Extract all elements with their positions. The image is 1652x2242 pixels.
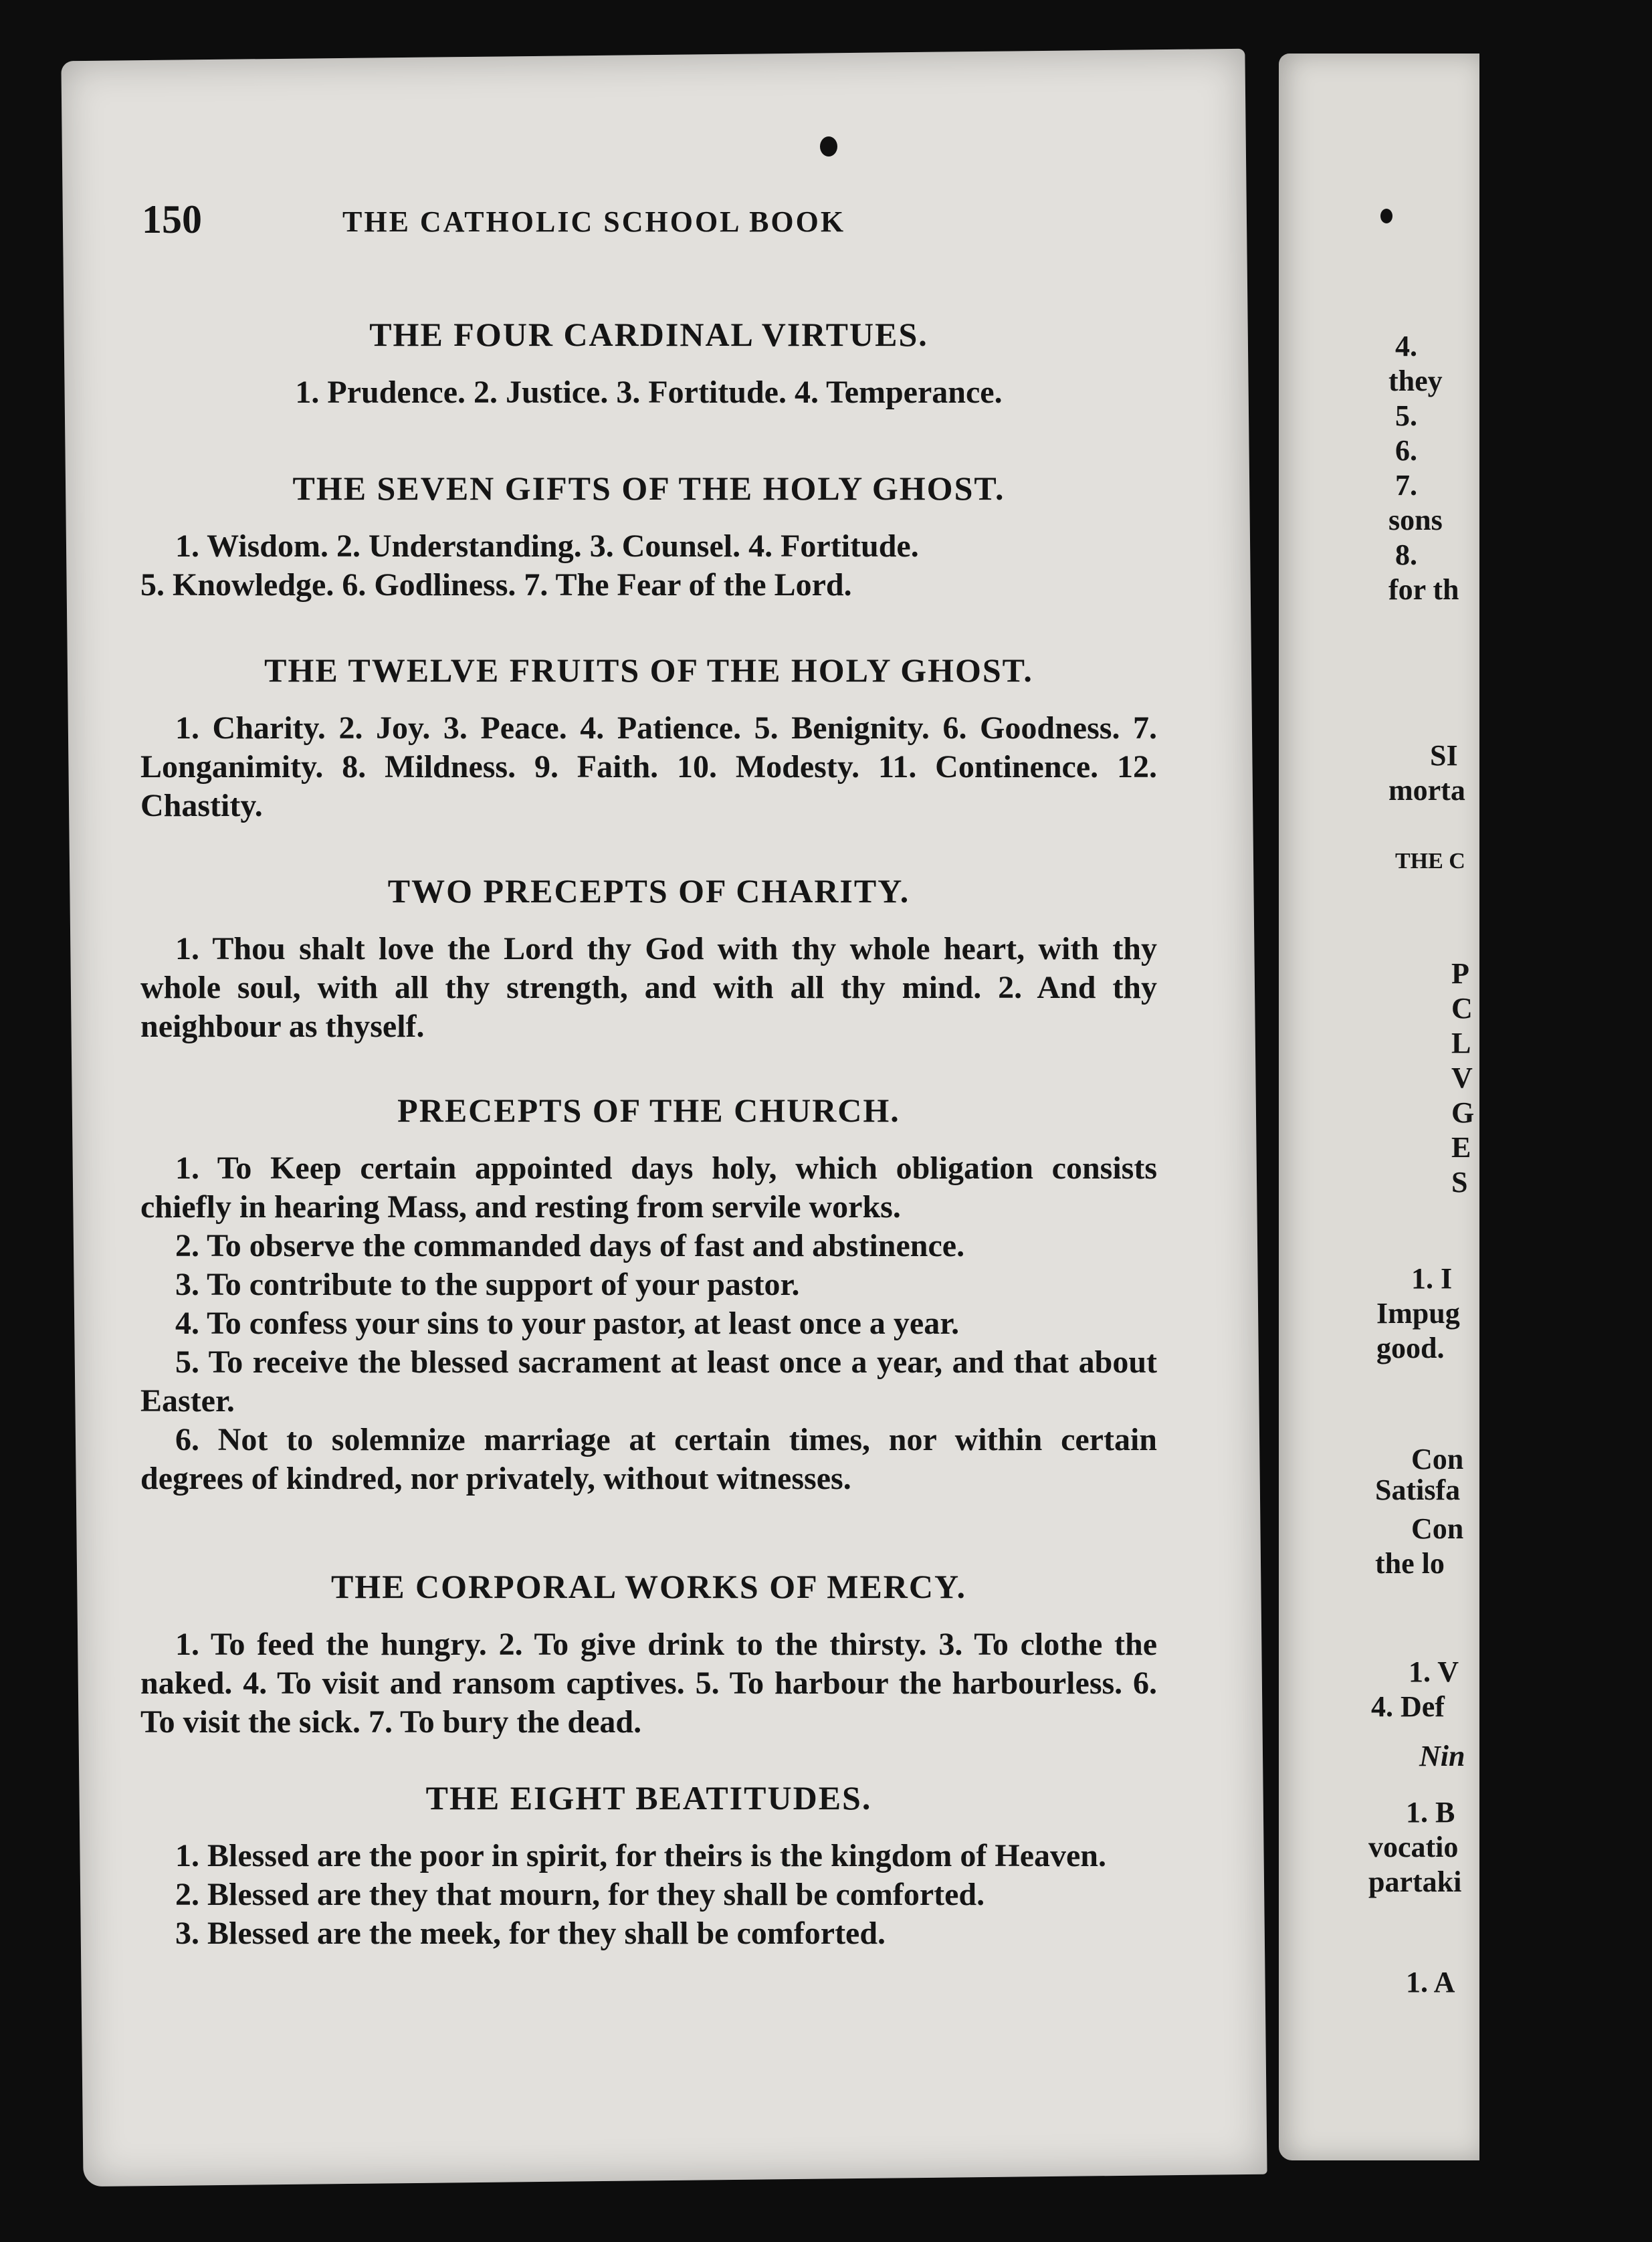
section-heading: THE FOUR CARDINAL VIRTUES.: [369, 316, 928, 353]
text-line: 1. Prudence. 2. Justice. 3. Fortitude. 4. Temperance.: [295, 375, 1003, 410]
section-heading: TWO PRECEPTS OF CHARITY.: [387, 872, 910, 910]
text-line: 3. Blessed are the meek, for they shall be comforted.: [175, 1916, 886, 1951]
fragment: 4.: [1395, 330, 1417, 363]
text-line: 1. To Keep certain appointed days holy, which obligation consists chiefly in hearing Mass, and resting from servile works.: [140, 1150, 1157, 1225]
section-seven-gifts: [140, 468, 1157, 605]
fragment: C: [1451, 992, 1473, 1025]
fragment: Con: [1411, 1443, 1464, 1475]
fragment: the lo: [1375, 1547, 1445, 1580]
fragment: vocatio: [1368, 1831, 1459, 1863]
fragment: Satisfa: [1375, 1473, 1461, 1506]
section-body: [140, 527, 1157, 605]
section-beatitudes: [140, 1778, 1157, 1953]
section-body: [140, 930, 1157, 1046]
text-line: 3. To contribute to the support of your pastor.: [175, 1267, 800, 1302]
fragment: 4. Def: [1371, 1690, 1445, 1723]
fragment: they: [1388, 365, 1443, 397]
fragment: morta: [1388, 774, 1465, 807]
section-body: [140, 1837, 1157, 1953]
fragment: 1. V: [1409, 1655, 1459, 1688]
section-body: [140, 1625, 1157, 1742]
fragment: SI: [1430, 739, 1458, 772]
text-line: 5. Knowledge. 6. Godliness. 7. The Fear of the Lord.: [140, 567, 852, 603]
fragment: Con: [1411, 1512, 1464, 1545]
fragment: THE C: [1395, 849, 1465, 874]
text-line: 5. To receive the blessed sacrament at least once a year, and that about Easter.: [140, 1344, 1157, 1419]
fragment: 5.: [1395, 399, 1417, 432]
fragment: sons: [1388, 504, 1443, 536]
text-line: 4. To confess your sins to your pastor, at least once a year.: [175, 1306, 960, 1341]
section-heading: THE EIGHT BEATITUDES.: [425, 1779, 872, 1817]
text-line: 1. To feed the hungry. 2. To give drink to the thirsty. 3. To clothe the naked. 4. To visit and ransom captives. 5. To harbour the harbourless. 6. To visit the sick. 7. To bury the dead.: [140, 1627, 1157, 1740]
fragment: good.: [1376, 1332, 1445, 1364]
fragment: 7.: [1395, 469, 1417, 502]
section-heading: THE TWELVE FRUITS OF THE HOLY GHOST.: [264, 651, 1033, 689]
running-head: [142, 190, 971, 257]
section-body: [140, 373, 1157, 412]
text-line: 1. Blessed are the poor in spirit, for theirs is the kingdom of Heaven.: [175, 1838, 1106, 1873]
text-line: 2. To observe the commanded days of fast and abstinence.: [175, 1228, 965, 1263]
section-cardinal-virtues: [140, 314, 1157, 412]
ink-speck: [1380, 209, 1392, 223]
fragment: S: [1451, 1166, 1468, 1199]
fragment: for th: [1388, 573, 1459, 606]
section-heading: THE CORPORAL WORKS OF MERCY.: [330, 1568, 967, 1605]
fragment: 6.: [1395, 434, 1417, 467]
section-corporal-works: [140, 1566, 1157, 1742]
fragment: V: [1451, 1061, 1473, 1094]
section-body: [140, 709, 1157, 825]
section-body: [140, 1149, 1157, 1498]
fragment: Nin: [1419, 1740, 1465, 1772]
fragment: partaki: [1368, 1865, 1462, 1898]
fragment: 1. A: [1406, 1966, 1455, 1999]
fragment: G: [1451, 1096, 1475, 1129]
running-title: THE CATHOLIC SCHOOL BOOK: [342, 205, 846, 238]
text-line: 1. Charity. 2. Joy. 3. Peace. 4. Patience. 5. Benignity. 6. Goodness. 7. Longanimity. 8. Mildness. 9. Faith. 10. Modesty. 11. Continence. 12. Chastity.: [140, 710, 1157, 823]
fragment: 8.: [1395, 538, 1417, 571]
ink-speck: [820, 136, 837, 157]
fragment: P: [1451, 957, 1469, 990]
text-line: 1. Thou shalt love the Lord thy God with thy whole heart, with thy whole soul, with all thy strength, and with all thy mind. 2. And thy neighbour as thyself.: [140, 931, 1157, 1044]
fragment: L: [1451, 1027, 1471, 1059]
text-line: 6. Not to solemnize marriage at certain times, nor within certain degrees of kindred, nor privately, without witnesses.: [140, 1422, 1157, 1496]
fragment: 1. I: [1411, 1262, 1453, 1295]
fragment: E: [1451, 1131, 1471, 1164]
adjacent-page-text: [1368, 0, 1475, 2242]
section-heading: PRECEPTS OF THE CHURCH.: [397, 1092, 900, 1129]
section-precepts-church: [140, 1090, 1157, 1498]
section-heading: THE SEVEN GIFTS OF THE HOLY GHOST.: [292, 470, 1005, 507]
page-number: 150: [142, 197, 202, 241]
section-twelve-fruits: [140, 650, 1157, 825]
section-precepts-charity: [140, 871, 1157, 1046]
fragment: 1. B: [1406, 1796, 1455, 1829]
text-line: 1. Wisdom. 2. Understanding. 3. Counsel. 4. Fortitude.: [175, 528, 919, 564]
text-line: 2. Blessed are they that mourn, for they shall be comforted.: [175, 1877, 985, 1912]
fragment: Impug: [1376, 1297, 1460, 1330]
